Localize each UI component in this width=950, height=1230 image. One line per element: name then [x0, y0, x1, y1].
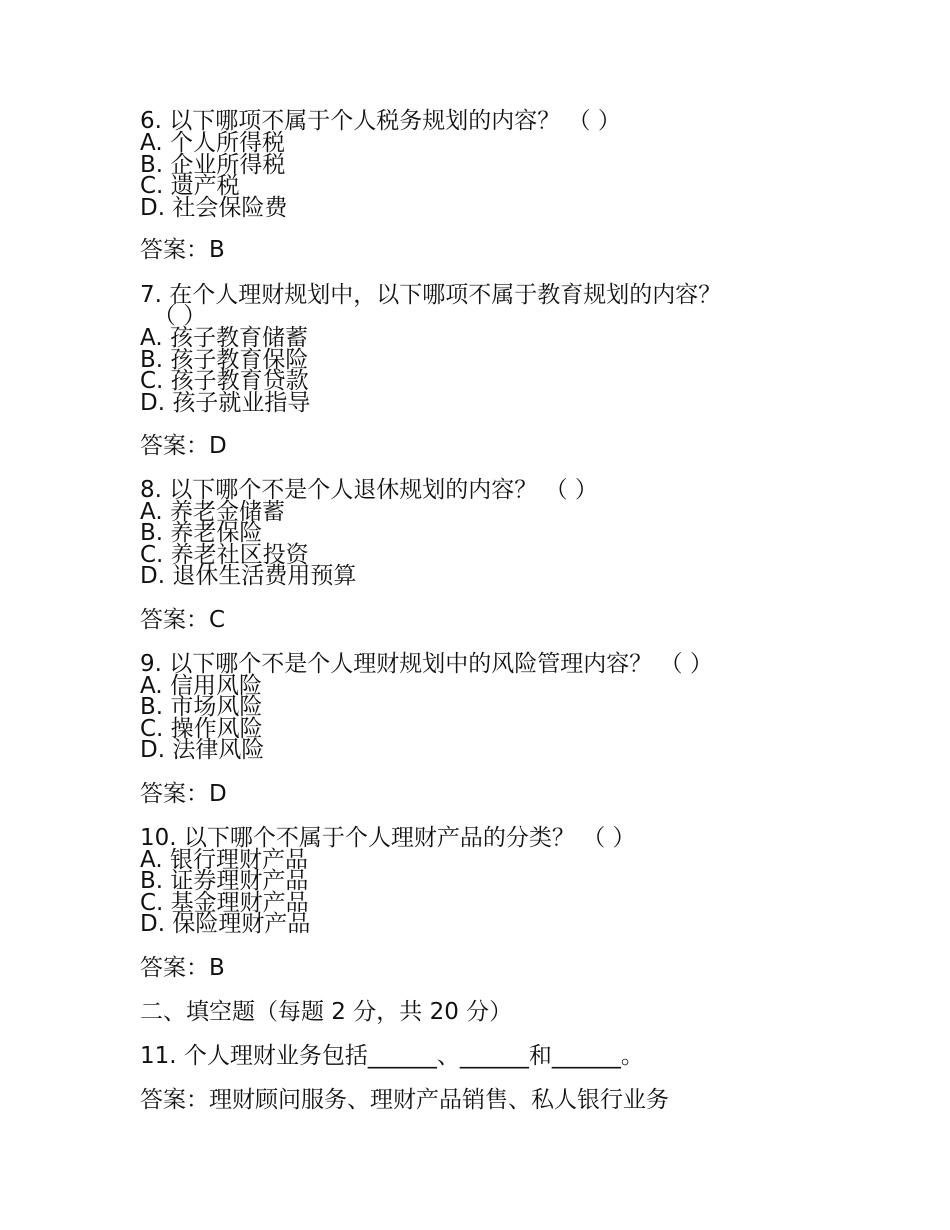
question-9-option-d: D. 法律风险	[140, 737, 265, 763]
question-7-option-c: C. 孩子教育贷款	[140, 368, 309, 394]
question-6-option-a: A. 个人所得税	[140, 130, 285, 156]
question-11-answer: 答案：理财顾问服务、理财产品销售、私人银行业务	[140, 1087, 669, 1113]
question-8-answer: 答案：C	[140, 607, 226, 633]
question-7-stem: 7. 在个人理财规划中，以下哪项不属于教育规划的内容？	[140, 282, 722, 308]
question-10-option-a: A. 银行理财产品	[140, 847, 308, 873]
question-10-option-d: D. 保险理财产品	[140, 911, 311, 937]
question-9-option-b: B. 市场风险	[140, 694, 263, 720]
question-8-option-d: D. 退休生活费用预算	[140, 563, 357, 589]
question-7-option-b: B. 孩子教育保险	[140, 347, 309, 373]
question-8-option-a: A. 养老金储蓄	[140, 499, 285, 525]
question-10-option-b: B. 证券理财产品	[140, 868, 309, 894]
question-9-option-a: A. 信用风险	[140, 673, 262, 699]
question-8-option-b: B. 养老保险	[140, 520, 263, 546]
question-6-stem: 6. 以下哪项不属于个人税务规划的内容？ （ ）	[140, 108, 621, 134]
question-9-stem: 9. 以下哪个不是个人理财规划中的风险管理内容？ （ ）	[140, 651, 713, 677]
question-7-stem-continued: （ ）	[153, 303, 207, 329]
question-8-option-c: C. 养老社区投资	[140, 542, 309, 568]
question-9-answer: 答案：D	[140, 781, 227, 807]
question-10-stem: 10. 以下哪个不属于个人理财产品的分类？ （ ）	[140, 825, 636, 851]
section-2-heading: 二、填空题（每题 2 分，共 20 分）	[140, 999, 513, 1025]
question-10-option-c: C. 基金理财产品	[140, 890, 309, 916]
question-6-option-d: D. 社会保险费	[140, 195, 288, 221]
question-8-stem: 8. 以下哪个不是个人退休规划的内容？ （ ）	[140, 477, 598, 503]
question-6-option-b: B. 企业所得税	[140, 152, 286, 178]
question-6-answer: 答案：B	[140, 237, 225, 263]
question-7-option-a: A. 孩子教育储蓄	[140, 325, 308, 351]
question-9-option-c: C. 操作风险	[140, 716, 263, 742]
question-10-answer: 答案：B	[140, 955, 225, 981]
question-6-option-c: C. 遗产税	[140, 173, 240, 199]
question-7-option-d: D. 孩子就业指导	[140, 390, 311, 416]
question-7-answer: 答案：D	[140, 433, 227, 459]
question-11-stem: 11. 个人理财业务包括______、______和______。	[140, 1043, 644, 1069]
